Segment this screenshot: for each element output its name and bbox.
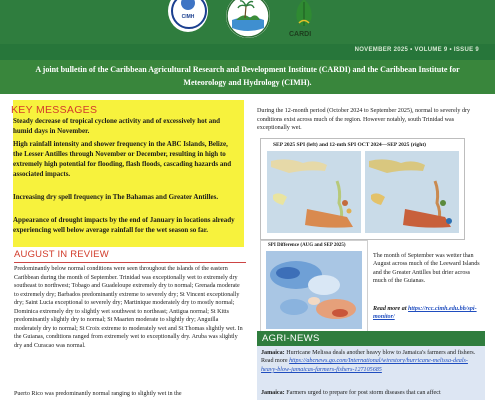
read-more — [373, 305, 485, 322]
spi-map-title: SEP 2025 SPI (left) and 12-mth SPI OCT 2024—SEP 2025 (right) — [273, 142, 426, 148]
key-message: Increasing dry spell frequency in The Bahamas and Greater Antilles. — [13, 193, 219, 201]
cardi-logo-text: CARDI — [289, 31, 312, 38]
spi-difference-map — [266, 251, 362, 329]
spi-map-panel — [260, 138, 465, 240]
spi-difference-title: SPI Difference (AUG and SEP 2025) — [268, 243, 346, 248]
key-message: High rainfall intensity and shower frequency in the ABC Islands, Belize, the Lesser Antilles through November or December, resulting in high to extremely high potential for flooding, flash floods, cascading hazards and associated impacts. — [13, 140, 232, 178]
issue-bar — [0, 44, 495, 60]
review-divider — [14, 262, 246, 263]
bulletin-intro: A joint bulletin of the Caribbean Agricultural Research and Development Institute (CARDI) and the Caribbean Institute for Meteorology and Hydrology (CIMH). — [35, 65, 460, 87]
key-message: Appearance of drought impacts by the end of January in locations already experiencing well below average rainfall for the wet season so far. — [13, 216, 235, 234]
agri-item-text: Farmers urged to prepare for post storm diseases that can affect — [284, 390, 441, 396]
agri-item-place: Jamaica: — [261, 350, 285, 356]
cardi-logo — [290, 0, 318, 32]
spi-difference-panel — [260, 240, 368, 334]
review-body-continued: Puerto Rico was predominantly normal ranging to slightly wet in the — [14, 391, 182, 397]
issue-line: NOVEMBER 2025 • VOLUME 9 • ISSUE 9 — [354, 47, 479, 53]
agri-item-text: Hurricane Melissa deals another heavy blow to Jamaica's farmers and fishers. Read more — [261, 350, 476, 365]
agri-item-place: Jamaica: — [261, 390, 285, 396]
read-more-label: Read more at — [373, 306, 409, 312]
agri-item-link[interactable]: https://abcnews.go.com/International/wirestory/hurricane-melissa-deals-heavy-blow-jamaicas-farmers-fishers-127105685 — [261, 358, 468, 373]
twelve-month-summary: During the 12-month period (October 2024 to September 2025), normal to severely dry conditions exist across much of the region. However notably, south Trinidad was exceptionally wet. — [257, 108, 471, 131]
key-messages-title: KEY MESSAGES — [11, 104, 98, 116]
agri-news-header — [257, 331, 485, 346]
review-title: AUGUST IN REVIEW — [14, 249, 109, 260]
agri-news-box — [257, 346, 485, 400]
agri-news-title: AGRI-NEWS — [262, 333, 320, 344]
agri-news-item — [261, 389, 481, 397]
september-comparison: The month of September was wetter than August across much of the Leeward Islands and the Greater Antilles but drier across much of the Guianas. — [373, 253, 480, 285]
agri-news-item — [261, 349, 481, 374]
cimh-logo-text: CIMH — [181, 14, 195, 20]
review-body: Predominantly below normal conditions were seen throughout the islands of the eastern Caribbean during the month of September. Trinidad was exceptionally wet to extremely dry southeast to northwest; Tobago and Guadeloupe extremely dry to normal; Grenada moderate to extremely dry; Barbados predominantly extreme to severely dry; St Vincent exceptionally dry; Saint Lucia exceptional to severely dry; Martinique moderately dry to mostly normal; Dominica extremely dry to slightly wet southwest to northeast; Antigua normal; St Kitts predominantly slightly dry to normal; St Maarten moderate to slightly dry; Anguilla moderately dry to normal; St Croix extreme to moderately wet and St Thomas slightly wet. In the Guianas, conditions ranged from extremely wet to exceptionally dry. Aruba was slightly dry and Curacao was normal. — [14, 266, 243, 349]
spi-12-month-map — [365, 151, 459, 233]
intro-band — [0, 60, 495, 94]
spi-monitor-link[interactable]: https://rcc.cimh.edu.bb/spi-monitor/ — [373, 306, 477, 321]
spi-sep-2025-map — [267, 151, 361, 233]
key-message: Steady decrease of tropical cyclone activity and of excessively hot and humid days in November. — [13, 117, 220, 135]
